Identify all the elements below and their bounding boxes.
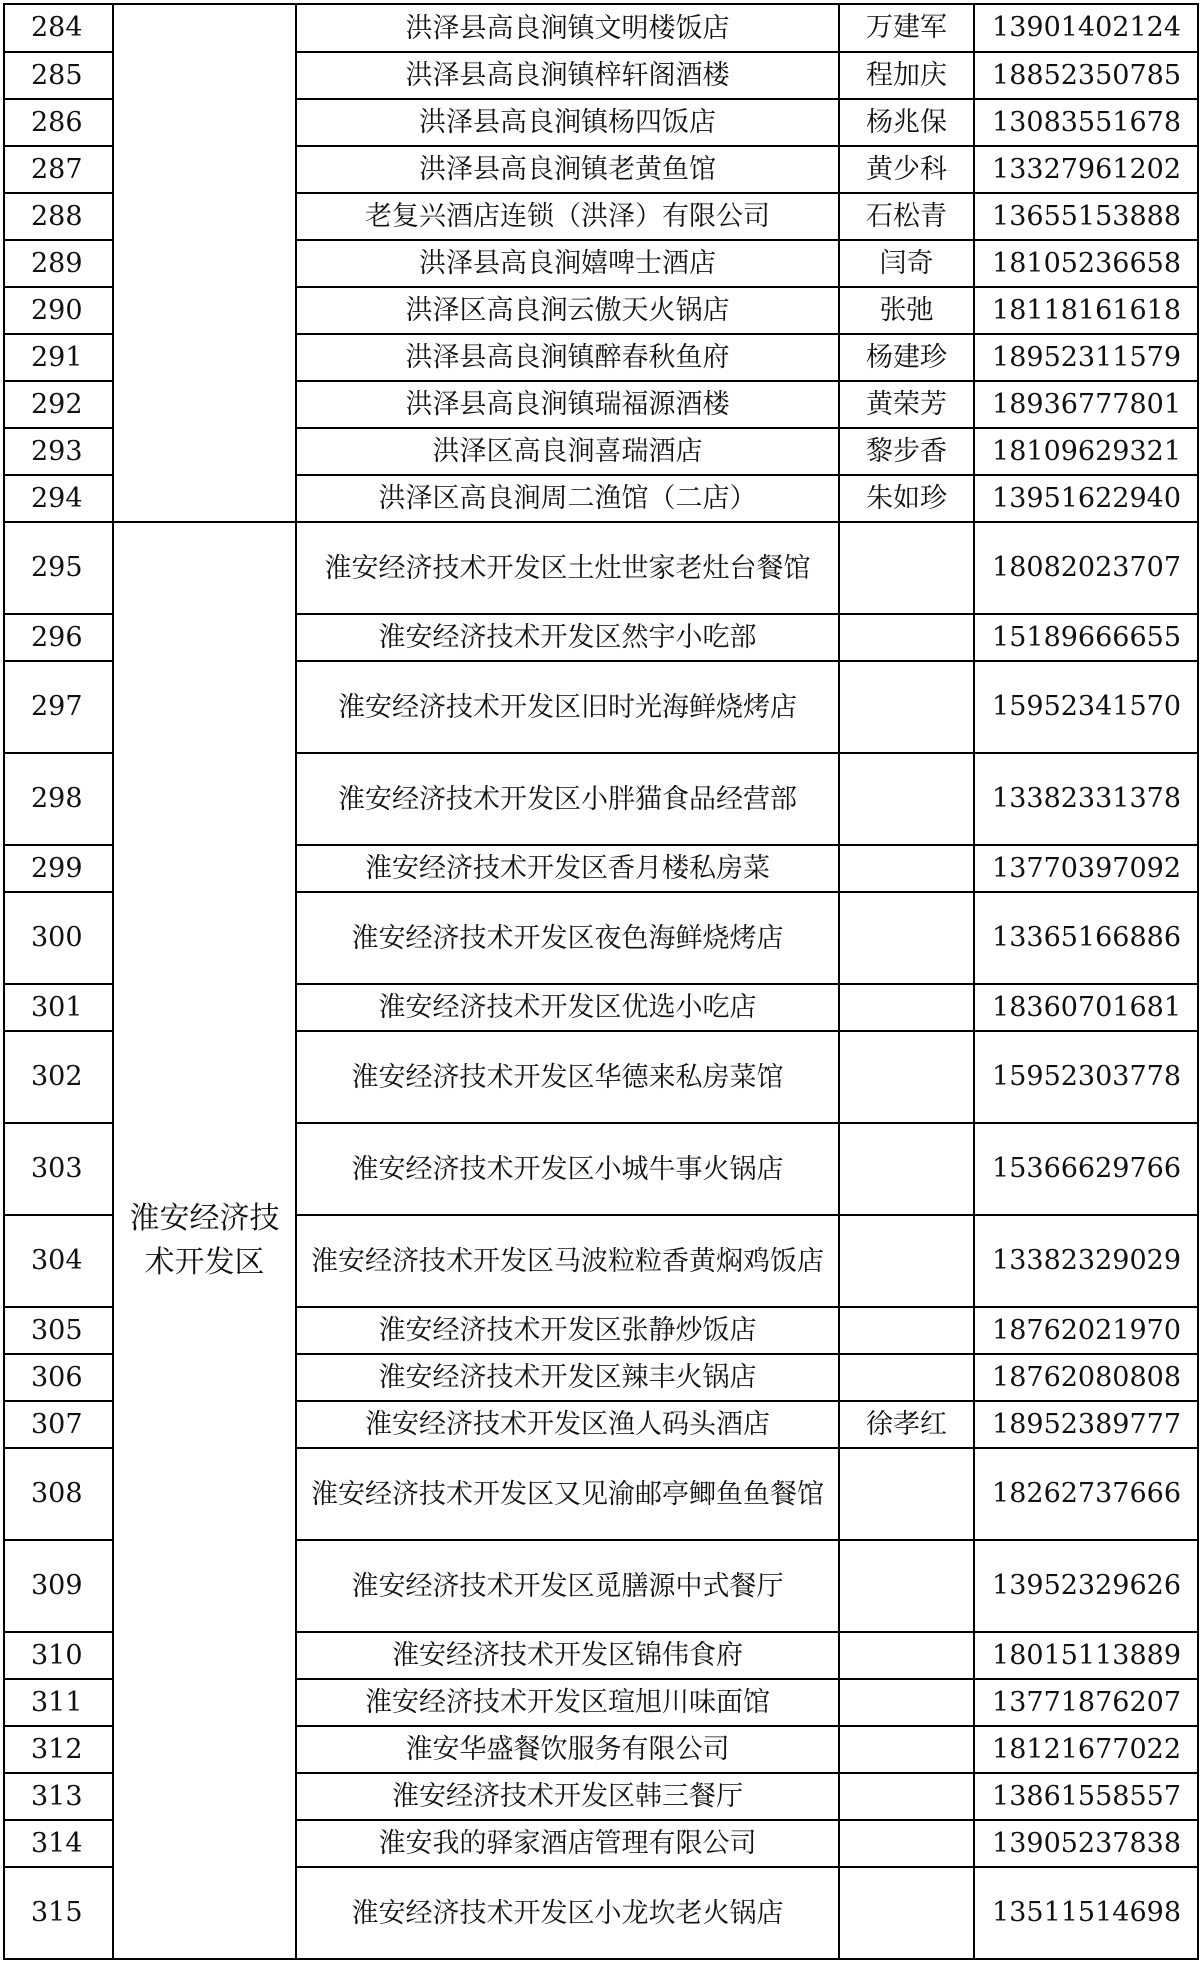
phone-number: 18762080808 bbox=[974, 1354, 1198, 1401]
row-number: 312 bbox=[4, 1726, 113, 1773]
phone-number: 13861558557 bbox=[974, 1773, 1198, 1820]
contact-person bbox=[839, 1632, 974, 1679]
merchant-name: 洪泽区高良涧周二渔馆（二店） bbox=[296, 475, 839, 522]
merchant-name: 淮安经济技术开发区觅膳源中式餐厅 bbox=[296, 1540, 839, 1632]
contact-person bbox=[839, 1123, 974, 1215]
phone-number: 13083551678 bbox=[974, 99, 1198, 146]
merchant-name: 淮安经济技术开发区辣丰火锅店 bbox=[296, 1354, 839, 1401]
merchant-name: 淮安经济技术开发区韩三餐厅 bbox=[296, 1773, 839, 1820]
phone-number: 13770397092 bbox=[974, 845, 1198, 892]
contact-person bbox=[839, 614, 974, 661]
contact-person bbox=[839, 661, 974, 753]
contact-person bbox=[839, 1773, 974, 1820]
phone-number: 13365166886 bbox=[974, 892, 1198, 984]
phone-number: 13511514698 bbox=[974, 1867, 1198, 1959]
merchant-name: 淮安经济技术开发区然宇小吃部 bbox=[296, 614, 839, 661]
phone-number: 13905237838 bbox=[974, 1820, 1198, 1867]
phone-number: 13901402124 bbox=[974, 4, 1198, 52]
contact-person bbox=[839, 984, 974, 1031]
phone-number: 18105236658 bbox=[974, 240, 1198, 287]
row-number: 296 bbox=[4, 614, 113, 661]
merchant-name: 淮安经济技术开发区夜色海鲜烧烤店 bbox=[296, 892, 839, 984]
merchant-name: 洪泽区高良涧喜瑞酒店 bbox=[296, 428, 839, 475]
contact-person: 黎步香 bbox=[839, 428, 974, 475]
phone-number: 13952329626 bbox=[974, 1540, 1198, 1632]
row-number: 313 bbox=[4, 1773, 113, 1820]
phone-number: 18360701681 bbox=[974, 984, 1198, 1031]
contact-person bbox=[839, 1448, 974, 1540]
contact-person: 石松青 bbox=[839, 193, 974, 240]
row-number: 295 bbox=[4, 522, 113, 614]
contact-person bbox=[839, 1031, 974, 1123]
row-number: 289 bbox=[4, 240, 113, 287]
row-number: 309 bbox=[4, 1540, 113, 1632]
contact-person: 程加庆 bbox=[839, 52, 974, 99]
merchant-name: 淮安经济技术开发区张静炒饭店 bbox=[296, 1307, 839, 1354]
merchant-name: 淮安经济技术开发区锦伟食府 bbox=[296, 1632, 839, 1679]
district-cell bbox=[113, 4, 296, 522]
merchant-name: 洪泽县高良涧镇瑞福源酒楼 bbox=[296, 381, 839, 428]
phone-number: 18109629321 bbox=[974, 428, 1198, 475]
merchant-name: 淮安经济技术开发区小龙坎老火锅店 bbox=[296, 1867, 839, 1959]
contact-person bbox=[839, 1726, 974, 1773]
merchant-name: 淮安经济技术开发区小城牛事火锅店 bbox=[296, 1123, 839, 1215]
contact-person bbox=[839, 845, 974, 892]
contact-person bbox=[839, 753, 974, 845]
contact-person bbox=[839, 522, 974, 614]
row-number: 315 bbox=[4, 1867, 113, 1959]
phone-number: 18015113889 bbox=[974, 1632, 1198, 1679]
row-number: 307 bbox=[4, 1401, 113, 1448]
table-row bbox=[4, 522, 1198, 614]
row-number: 301 bbox=[4, 984, 113, 1031]
contact-person bbox=[839, 892, 974, 984]
row-number: 287 bbox=[4, 146, 113, 193]
contact-person bbox=[839, 1679, 974, 1726]
row-number: 302 bbox=[4, 1031, 113, 1123]
merchant-name: 洪泽区高良涧云傲天火锅店 bbox=[296, 287, 839, 334]
contact-person bbox=[839, 1215, 974, 1307]
phone-number: 18762021970 bbox=[974, 1307, 1198, 1354]
merchant-table bbox=[3, 3, 1199, 1960]
row-number: 291 bbox=[4, 334, 113, 381]
phone-number: 18936777801 bbox=[974, 381, 1198, 428]
contact-person: 徐孝红 bbox=[839, 1401, 974, 1448]
phone-number: 18952389777 bbox=[974, 1401, 1198, 1448]
contact-person: 朱如珍 bbox=[839, 475, 974, 522]
merchant-name: 淮安华盛餐饮服务有限公司 bbox=[296, 1726, 839, 1773]
row-number: 286 bbox=[4, 99, 113, 146]
merchant-name: 淮安经济技术开发区马波粒粒香黄焖鸡饭店 bbox=[296, 1215, 839, 1307]
phone-number: 13771876207 bbox=[974, 1679, 1198, 1726]
row-number: 303 bbox=[4, 1123, 113, 1215]
merchant-name: 淮安经济技术开发区华德来私房菜馆 bbox=[296, 1031, 839, 1123]
contact-person bbox=[839, 1867, 974, 1959]
phone-number: 18852350785 bbox=[974, 52, 1198, 99]
row-number: 300 bbox=[4, 892, 113, 984]
row-number: 288 bbox=[4, 193, 113, 240]
row-number: 284 bbox=[4, 4, 113, 52]
phone-number: 18082023707 bbox=[974, 522, 1198, 614]
row-number: 293 bbox=[4, 428, 113, 475]
merchant-name: 洪泽县高良涧镇老黄鱼馆 bbox=[296, 146, 839, 193]
row-number: 305 bbox=[4, 1307, 113, 1354]
merchant-name: 淮安经济技术开发区香月楼私房菜 bbox=[296, 845, 839, 892]
merchant-name: 淮安经济技术开发区渔人码头酒店 bbox=[296, 1401, 839, 1448]
phone-number: 15366629766 bbox=[974, 1123, 1198, 1215]
contact-person: 闫奇 bbox=[839, 240, 974, 287]
contact-person: 黄荣芳 bbox=[839, 381, 974, 428]
row-number: 311 bbox=[4, 1679, 113, 1726]
contact-person bbox=[839, 1354, 974, 1401]
merchant-name: 洪泽县高良涧镇醉春秋鱼府 bbox=[296, 334, 839, 381]
phone-number: 18952311579 bbox=[974, 334, 1198, 381]
contact-person bbox=[839, 1307, 974, 1354]
merchant-name: 淮安经济技术开发区又见渝邮亭鲫鱼鱼餐馆 bbox=[296, 1448, 839, 1540]
merchant-name: 淮安我的驿家酒店管理有限公司 bbox=[296, 1820, 839, 1867]
row-number: 304 bbox=[4, 1215, 113, 1307]
phone-number: 13382329029 bbox=[974, 1215, 1198, 1307]
merchant-name: 淮安经济技术开发区优选小吃店 bbox=[296, 984, 839, 1031]
row-number: 306 bbox=[4, 1354, 113, 1401]
phone-number: 18118161618 bbox=[974, 287, 1198, 334]
contact-person: 杨兆保 bbox=[839, 99, 974, 146]
row-number: 297 bbox=[4, 661, 113, 753]
row-number: 310 bbox=[4, 1632, 113, 1679]
merchant-name: 洪泽县高良涧镇文明楼饭店 bbox=[296, 4, 839, 52]
phone-number: 15952303778 bbox=[974, 1031, 1198, 1123]
phone-number: 13382331378 bbox=[974, 753, 1198, 845]
merchant-name: 淮安经济技术开发区瑄旭川味面馆 bbox=[296, 1679, 839, 1726]
merchant-name: 老复兴酒店连锁（洪泽）有限公司 bbox=[296, 193, 839, 240]
row-number: 298 bbox=[4, 753, 113, 845]
row-number: 292 bbox=[4, 381, 113, 428]
phone-number: 18121677022 bbox=[974, 1726, 1198, 1773]
merchant-name: 洪泽县高良涧镇梓轩阁酒楼 bbox=[296, 52, 839, 99]
phone-number: 13655153888 bbox=[974, 193, 1198, 240]
merchant-name: 淮安经济技术开发区小胖猫食品经营部 bbox=[296, 753, 839, 845]
district-cell: 淮安经济技术开发区 bbox=[113, 522, 296, 1959]
row-number: 294 bbox=[4, 475, 113, 522]
contact-person bbox=[839, 1820, 974, 1867]
contact-person: 张弛 bbox=[839, 287, 974, 334]
phone-number: 13327961202 bbox=[974, 146, 1198, 193]
merchant-name: 淮安经济技术开发区土灶世家老灶台餐馆 bbox=[296, 522, 839, 614]
row-number: 285 bbox=[4, 52, 113, 99]
merchant-name: 洪泽县高良涧嬉啤士酒店 bbox=[296, 240, 839, 287]
phone-number: 13951622940 bbox=[974, 475, 1198, 522]
table-row bbox=[4, 4, 1198, 52]
merchant-name: 洪泽县高良涧镇杨四饭店 bbox=[296, 99, 839, 146]
row-number: 290 bbox=[4, 287, 113, 334]
contact-person bbox=[839, 1540, 974, 1632]
contact-person: 杨建珍 bbox=[839, 334, 974, 381]
contact-person: 万建军 bbox=[839, 4, 974, 52]
phone-number: 15189666655 bbox=[974, 614, 1198, 661]
row-number: 314 bbox=[4, 1820, 113, 1867]
merchant-name: 淮安经济技术开发区旧时光海鲜烧烤店 bbox=[296, 661, 839, 753]
phone-number: 18262737666 bbox=[974, 1448, 1198, 1540]
row-number: 308 bbox=[4, 1448, 113, 1540]
row-number: 299 bbox=[4, 845, 113, 892]
phone-number: 15952341570 bbox=[974, 661, 1198, 753]
contact-person: 黄少科 bbox=[839, 146, 974, 193]
